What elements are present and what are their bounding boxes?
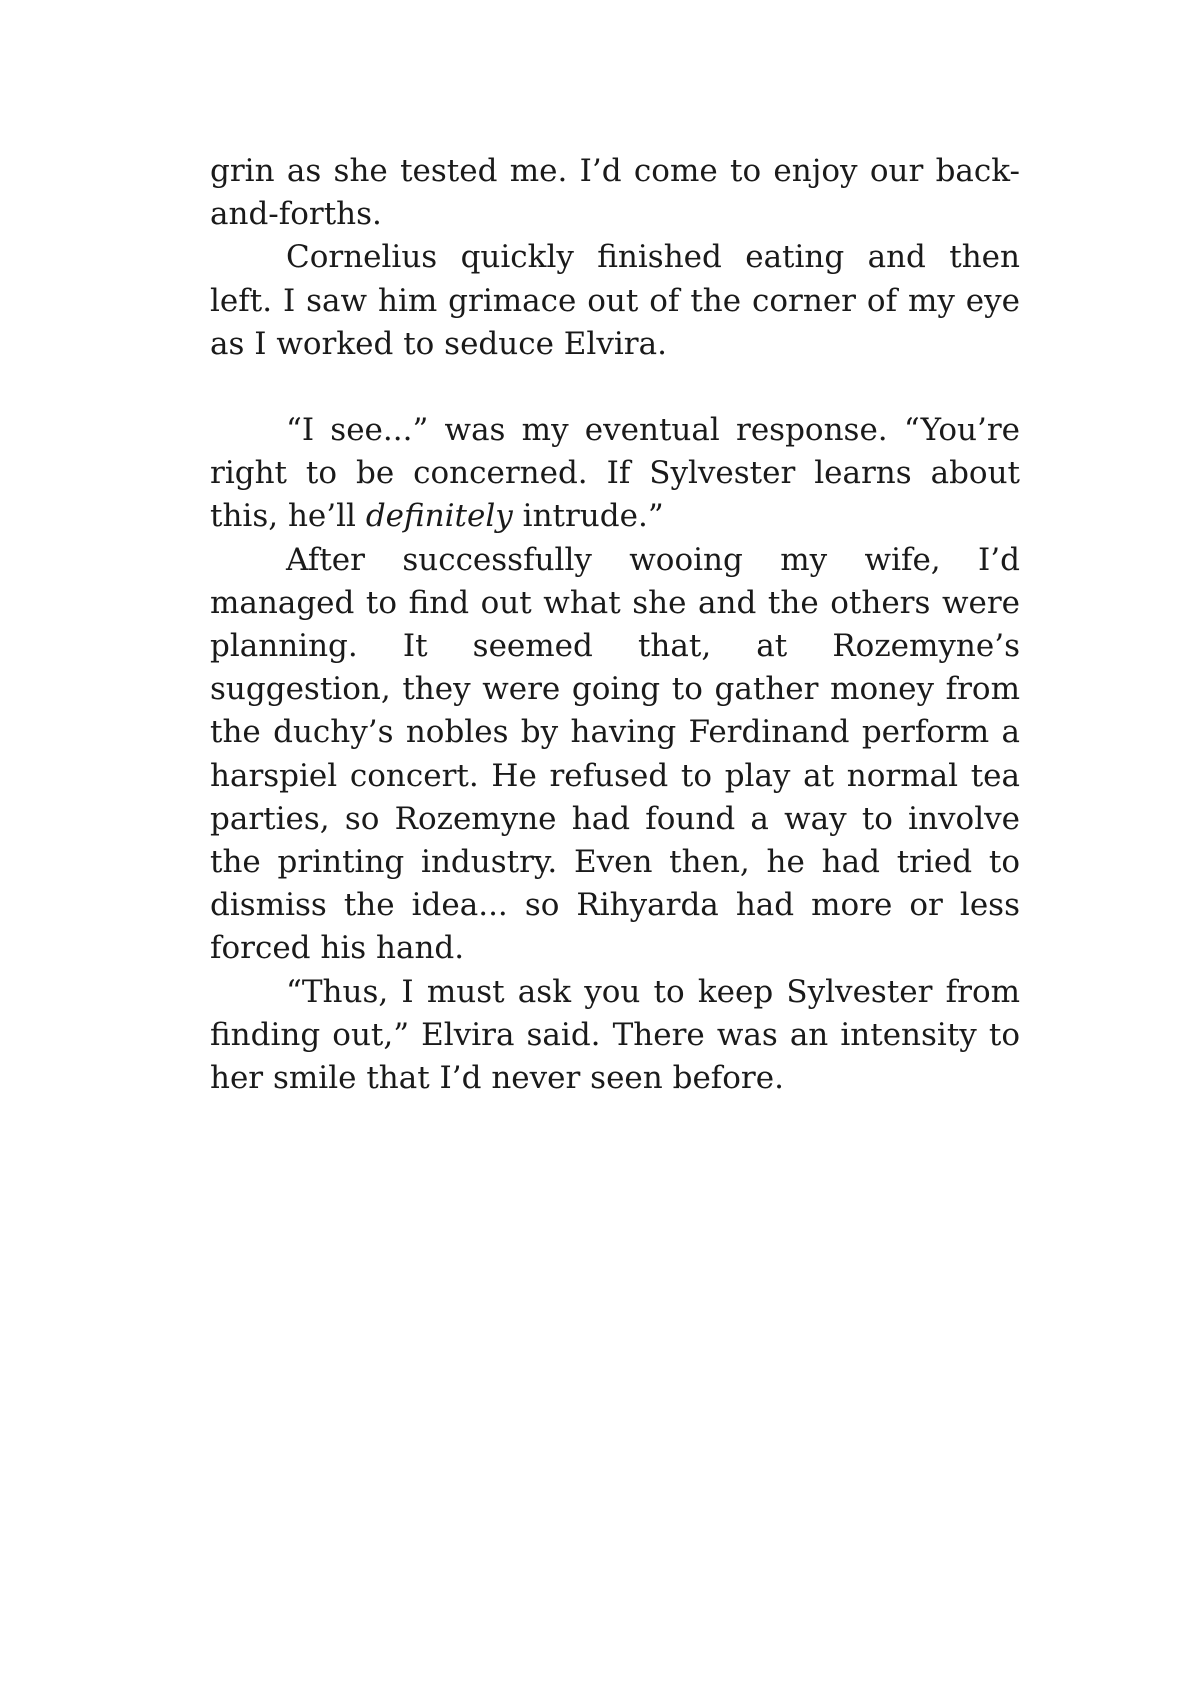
paragraph-1: grin as she tested me. I’d come to enjoy our back-and-forths. xyxy=(210,153,1020,233)
body-text xyxy=(210,150,1020,1100)
scene-break xyxy=(210,366,1020,409)
paragraph-3-end: intrude.” xyxy=(512,498,664,535)
paragraph-3-italic: definitely xyxy=(365,498,513,535)
paragraph-3-text: “I see...” was my eventual response. “You’re right to be concerned. If Sylvester learns about this, he’ll xyxy=(210,412,1020,535)
paragraph-4: After successfully wooing my wife, I’d managed to find out what she and the others were planning. It seemed that, at Rozemyne’s suggestion, they were going to gather money from the duchy’s nobles by having Ferdinand perform a harspiel concert. He refused to play at normal tea parties, so Rozemyne had found a way to involve the printing industry. Even then, he had tried to dismiss the idea... so Rihyarda had more or less forced his hand. xyxy=(210,541,1020,967)
paragraph-3 xyxy=(210,409,1020,539)
paragraph-2: Cornelius quickly finished eating and then left. I saw him grimace out of the corner of my eye as I worked to seduce Elvira. xyxy=(210,239,1020,362)
paragraph-5: “Thus, I must ask you to keep Sylvester from finding out,” Elvira said. There was an intensity to her smile that I’d never seen before. xyxy=(210,973,1020,1097)
